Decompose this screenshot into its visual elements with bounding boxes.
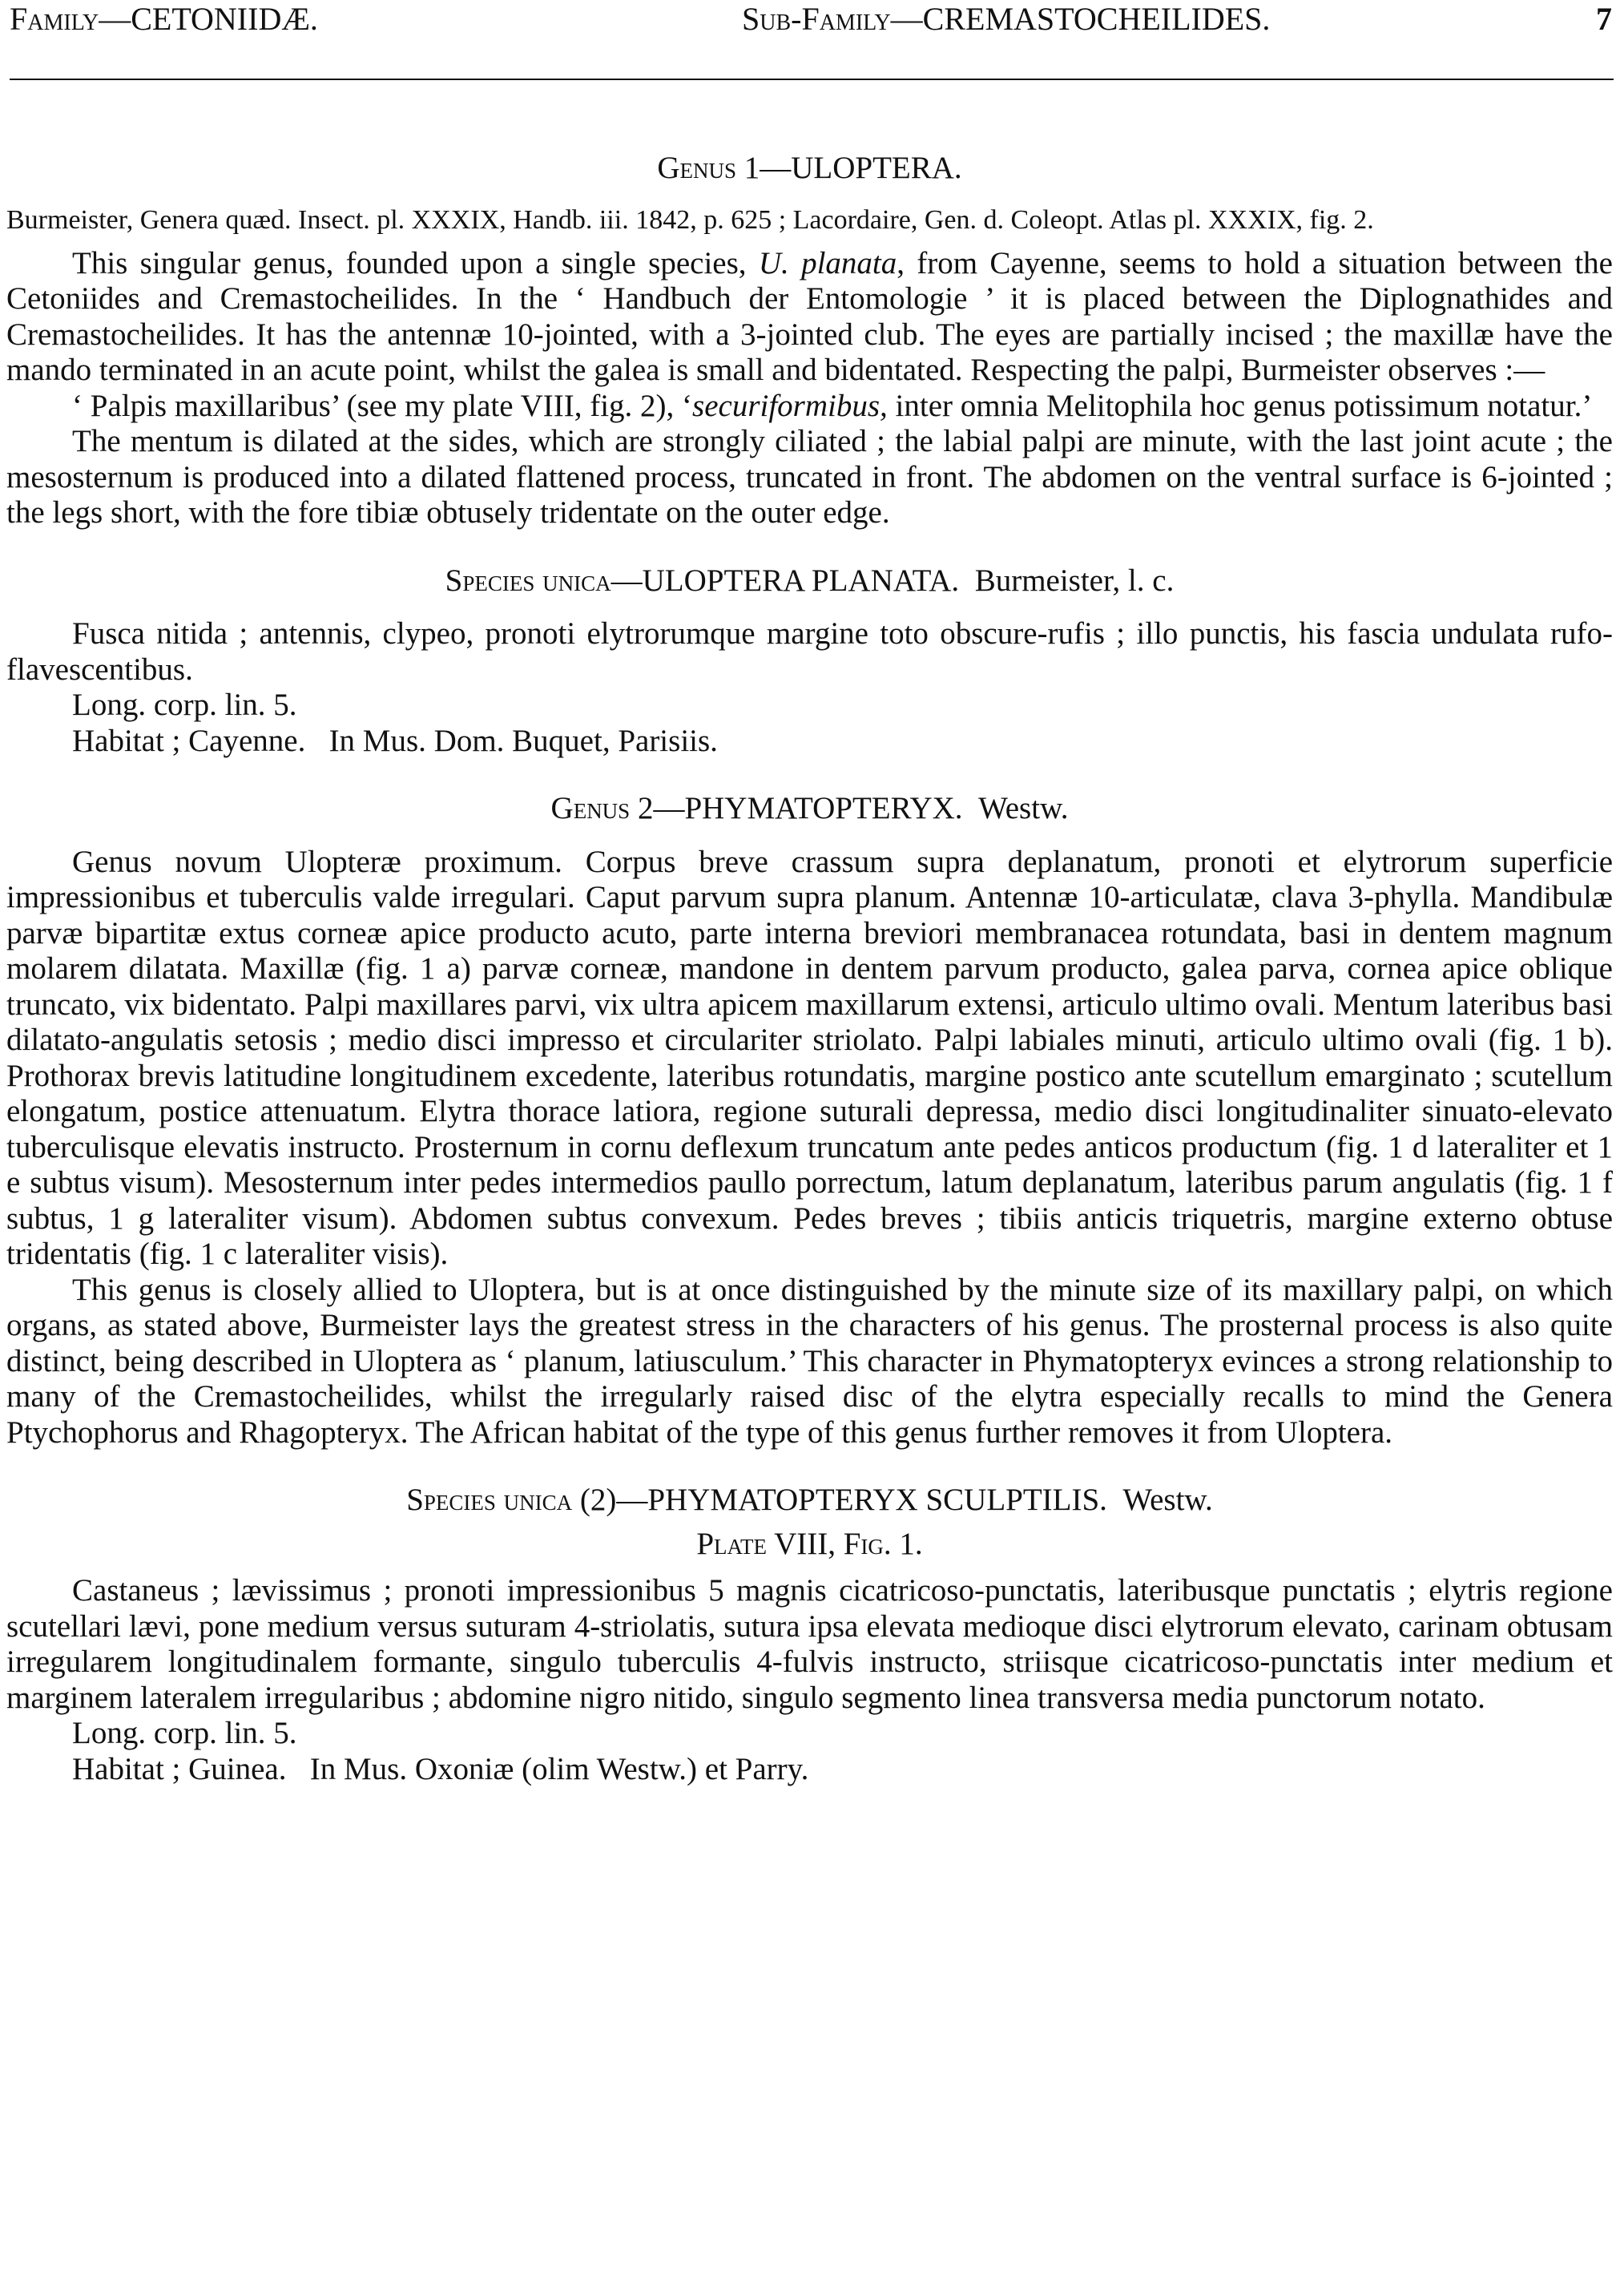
genus-2-description: Genus novum Ulopteræ proximum. Corpus breve crassum supra deplanatum, pronoti et elytrorum superficie impressionibus et tuberculis valde irregulari. Caput parvum supra planum. Antennæ 10-articulatæ, clava 3-phylla. Mandibulæ parvæ bipartitæ extus corneæ apice producto acuto, parte interna breviori membranacea rotundata, basi in dentem magnum molarem dilatata. Maxillæ (fig. 1 a) parvæ corneæ, mandone in dentem parvum producto, galea parva, cornea apice oblique truncato, vix bidentato. Palpi maxillares parvi, vix ultra apicem maxillarum extensi, articulo ultimo ovali. Mentum lateribus basi dilatato-angulatis setosis ; medio disci impresso et circulariter striolato. Palpi labiales minuti, articulo ultimo ovali (fig. 1 b). Prothorax brevis latitudine longitudinem excedente, lateribus rotundatis, margine postico ante scutellum emarginato ; scutellum elongatum, postice attenuatum. Elytra thorace latiora, regione suturali depressa, medio disci longitudinaliter sinuato-elevato tuberculisque elevatis instructo. Prosternum in cornu deflexum truncatum ante pedes anticos productum (fig. 1 d lateraliter et 1 e subtus visum). Mesosternum inter pedes intermedios paullo porrectum, latum deplanatum, lateribus parum angulatis (fig. 1 f subtus, 1 g lateraliter visum). Abdomen subtus convexum. Pedes breves ; tibiis anticis triquetris, margine externo obtuse tridentatis (fig. 1 c lateraliter visis).	[6, 844, 1613, 1271]
genus-2-heading	[6, 791, 1613, 827]
genus-1-para-text-a: This singular genus, founded upon a single species,	[72, 245, 759, 280]
species-2-author: Westw.	[1122, 1483, 1213, 1517]
species-2-length: Long. corp. lin. 5.	[72, 1716, 297, 1750]
species-2-description: Castaneus ; lævissimus ; pronoti impressionibus 5 magnis cicatricoso-punctatis, lateribusque punctatis ; elytris regione scutellari lævi, pone medium versus suturam 4-striolatis, sutura ipsa elevata medioque disci elytrorum elevato, carinam obtusam irregularem longitudinalem formante, singulo tuberculis 4-fulvis instructo, striisque cicatricoso-punctatis inter medium et marginem lateralem irregularibus ; abdomine nigro nitido, singulo segmento linea transversa media punctorum notato.	[6, 1573, 1613, 1715]
genus-1-reference: Burmeister, Genera quæd. Insect. pl. XXXIX, Handb. iii. 1842, p. 625 ; Lacordaire, Gen. d. Coleopt. Atlas pl. XXXIX, fig. 2.	[6, 204, 1374, 235]
species-2-habitat: Habitat ; Guinea. In Mus. Oxoniæ (olim Westw.) et Parry.	[72, 1751, 809, 1786]
genus-1-paragraph-2: The mentum is dilated at the sides, which are strongly ciliated ; the labial palpi are minute, with the last joint acute ; the mesosternum is produced into a dilated flattened process, truncated in front. The abdomen on the ventral surface is 6-jointed ; the legs short, with the fore tibiæ obtusely tridentate on the outer edge.	[6, 424, 1613, 530]
genus-2-remarks: This genus is closely allied to Uloptera, but is at once distinguished by the minute size of its maxillary palpi, on which organs, as stated above, Burmeister lays the greatest stress in the characters of his genus. The prosternal process is also quite distinct, being described in Uloptera as ‘ planum, latiusculum.’ This character in Phymatopteryx evinces a strong relationship to many of the Cremastocheilides, whilst the irregularly raised disc of the elytra especially recalls to mind the Genera Ptychophorus and Rhagopteryx. The African habitat of the type of this genus further removes it from Uloptera.	[6, 1272, 1613, 1450]
species-1-length: Long. corp. lin. 5.	[72, 688, 297, 722]
genus-2-author: Westw.	[978, 791, 1069, 825]
genus-1-heading: Genus 1—ULOPTERA.	[657, 151, 962, 185]
quote-text-a: ‘ Palpis maxillaribus’ (see my plate VIII, fig. 2), ‘	[72, 388, 693, 423]
header-rule	[10, 79, 1614, 80]
genus-1-paragraph	[6, 246, 1613, 389]
burmeister-quote	[6, 389, 1613, 425]
running-header	[10, 0, 1612, 48]
species-1-author: Burmeister, l. c.	[974, 563, 1175, 598]
quote-italic: securiformibus,	[692, 388, 888, 423]
genus-1-species-name: U. planata	[758, 245, 897, 280]
species-1-description: Fusca nitida ; antennis, clypeo, pronoti elytrorumque margine toto obscure-rufis ; illo punctis, his fascia undulata rufo-flavescentibus.	[6, 616, 1613, 687]
quote-text-b: inter omnia Melitophila hoc genus potissimum notatur.’	[887, 388, 1593, 423]
page-body	[6, 151, 1613, 1787]
genus-2-title: Genus 2—PHYMATOPTERYX.	[550, 791, 963, 825]
header-family: Family—CETONIIDÆ.	[10, 1, 318, 37]
species-2-heading	[6, 1483, 1613, 1519]
genus-1-para-text-b: , from Cayenne, seems to hold a situation between the Cetoniides and Cremastocheilides. In the ‘ Handbuch der Entomologie ’ it is placed between the Diplognathides and Cremastocheilides. It has the antennæ 10-jointed, with a 3-jointed club. The eyes are partially incised ; the maxillæ have the mando terminated in an acute point, whilst the galea is small and bidentated. Respecting the palpi, Burmeister observes :—	[6, 245, 1613, 387]
plate-reference: Plate VIII, Fig. 1.	[696, 1526, 923, 1561]
page-number: 7	[1596, 1, 1612, 37]
header-subfamily: Sub-Family—CREMASTOCHEILIDES.	[742, 1, 1271, 37]
species-1-habitat: Habitat ; Cayenne. In Mus. Dom. Buquet, Parisiis.	[72, 723, 718, 758]
species-1-heading	[6, 563, 1613, 599]
species-2-title: Species unica (2)—PHYMATOPTERYX SCULPTILIS.	[406, 1483, 1107, 1517]
species-1-title: Species unica—ULOPTERA PLANATA.	[445, 563, 960, 598]
